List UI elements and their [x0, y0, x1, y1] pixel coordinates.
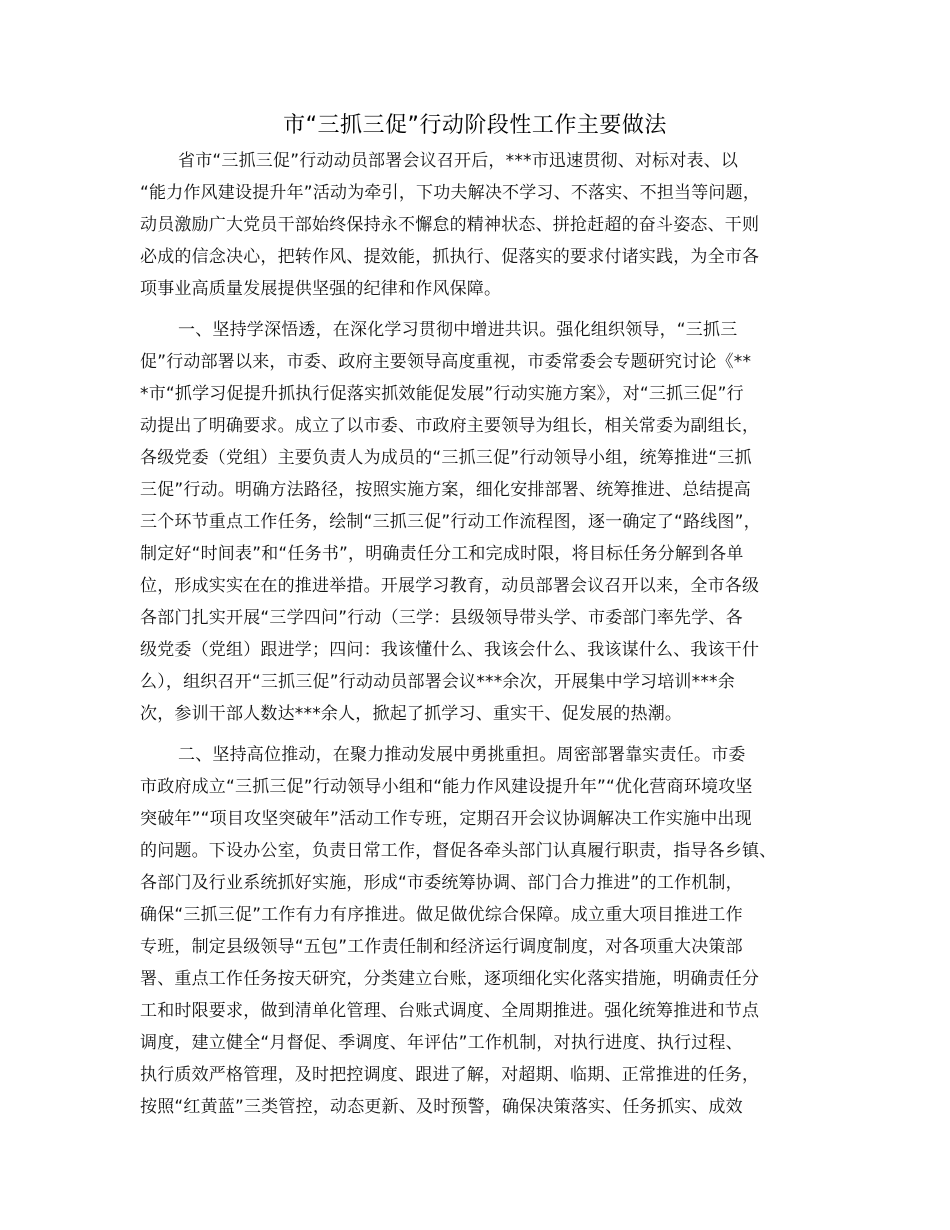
paragraph-intro	[140, 145, 820, 305]
text-line: 项事业高质量发展提供坚强的纪律和作风保障。	[140, 279, 502, 299]
text-line: 的问题。下设办公室，负责日常工作，督促各牵头部门认真履行职责，指导各乡镇、	[140, 841, 777, 861]
text-line: 确保“三抓三促”工作有力有序推进。做足做优综合保障。成立重大项目推进工作	[140, 905, 743, 925]
text-line: 专班，制定县级领导“五包”工作责任制和经济运行调度制度，对各项重大决策部	[140, 937, 743, 957]
text-line: 执行质效严格管理，及时把控调度、跟进了解，对超期、临期、正常推进的任务，	[140, 1065, 760, 1085]
text-line: 一、坚持学深悟透，在深化学习贯彻中增进共识。强化组织领导，“三抓三	[178, 320, 738, 340]
text-line: 省市“三抓三促”行动动员部署会议召开后，***市迅速贯彻、对标对表、以	[178, 151, 739, 171]
text-line: 动提出了明确要求。成立了以市委、市政府主要领导为组长，相关常委为副组长，	[140, 416, 760, 436]
text-line: 促”行动部署以来，市委、政府主要领导高度重视，市委常委会专题研究讨论《**	[140, 352, 752, 372]
text-line: 突破年”“项目攻坚突破年”活动工作专班，定期召开会议协调解决工作实施中出现	[140, 809, 752, 829]
text-line: 工和时限要求，做到清单化管理、台账式调度、全周期推进。强化统筹推进和节点	[140, 1001, 760, 1021]
text-line: 二、坚持高位推动，在聚力推动发展中勇挑重担。周密部署靠实责任。市委	[178, 745, 746, 765]
text-line: “能力作风建设提升年”活动为牵引，下功夫解决不学习、不落实、不担当等问题，	[140, 183, 761, 203]
text-line: 按照“红黄蓝”三类管控，动态更新、及时预警，确保决策落实、任务抓实、成效	[140, 1097, 743, 1117]
text-line: 么），组织召开“三抓三促”行动动员部署会议***余次，开展集中学习培训***余	[140, 672, 735, 692]
text-line: 制定好“时间表”和“任务书”，明确责任分工和完成时限，将目标任务分解到各单	[140, 544, 744, 564]
text-line: 各部门扎实开展“三学四问”行动（三学：县级领导带头学、市委部门率先学、各	[140, 608, 743, 628]
text-line: 三个环节重点工作任务，绘制“三抓三促”行动工作流程图，逐一确定了“路线图”，	[140, 512, 761, 532]
document-title: 市“三抓三促”行动阶段性工作主要做法	[283, 113, 667, 138]
text-line: 各部门及行业系统抓好实施，形成“市委统筹协调、部门合力推进”的工作机制，	[140, 873, 743, 893]
text-line: 次，参训干部人数达***余人，掀起了抓学习、重实干、促发展的热潮。	[140, 704, 683, 724]
text-line: 必成的信念决心，把转作风、提效能，抓执行、促落实的要求付诸实践，为全市各	[140, 247, 760, 267]
paragraph-section-one	[140, 314, 820, 730]
text-line: 级党委（党组）跟进学；四问：我该懂什么、我该会什么、我该谋什么、我该干什	[140, 640, 760, 660]
text-line: 三促”行动。明确方法路径，按照实施方案，细化安排部署、统筹推进、总结提高	[140, 480, 752, 500]
text-line: 各级党委（党组）主要负责人为成员的“三抓三促”行动领导小组，统筹推进“三抓	[140, 448, 752, 468]
text-line: *市“抓学习促提升抓执行促落实抓效能促发展”行动实施方案》，对“三抓三促”行	[140, 384, 744, 404]
text-line: 市政府成立“三抓三促”行动领导小组和“能力作风建设提升年”“优化营商环境攻坚	[140, 777, 753, 797]
text-line: 调度，建立健全“月督促、季调度、年评估”工作机制，对执行进度、执行过程、	[140, 1033, 743, 1053]
paragraph-section-two	[140, 739, 820, 1123]
text-line: 动员激励广大党员干部始终保持永不懈怠的精神状态、拼抢赶超的奋斗姿态、干则	[140, 215, 760, 235]
text-line: 署、重点工作任务按天研究，分类建立台账，逐项细化实化落实措施，明确责任分	[140, 969, 760, 989]
document-body	[140, 145, 820, 1123]
text-line: 位，形成实实在在的推进举措。开展学习教育，动员部署会议召开以来，全市各级	[140, 576, 760, 596]
